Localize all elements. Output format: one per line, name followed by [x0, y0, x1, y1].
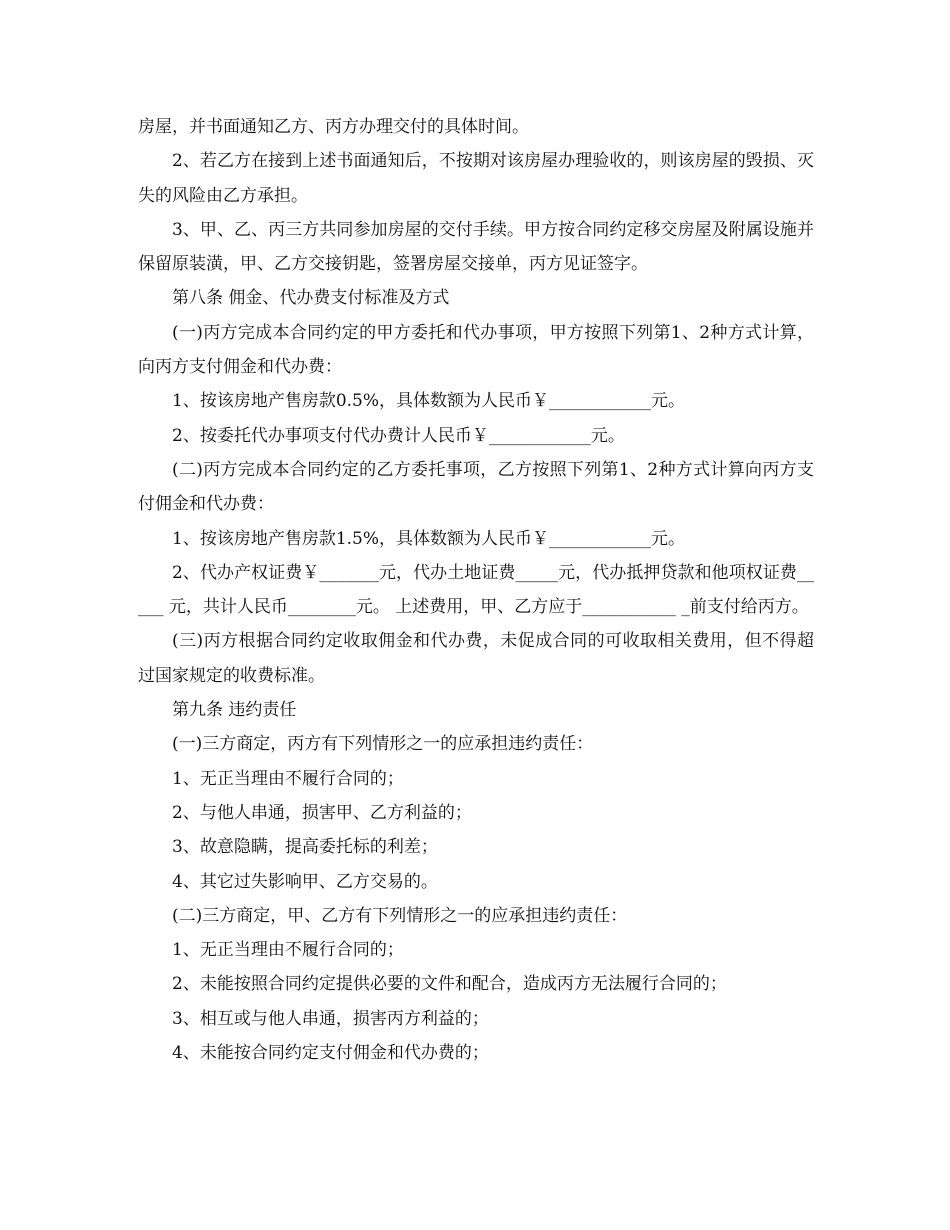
list-item-ab-liability-3: 3、相互或与他人串通，损害丙方利益的；: [172, 1008, 489, 1029]
article-9-heading: 第九条 违约责任: [172, 700, 297, 721]
list-item-a-agency-fee: 2、按委托代办事项支付代办费计人民币￥____________元。: [172, 425, 625, 446]
paragraph-party-ab-liability: (二)三方商定，甲、乙方有下列情形之一的应承担违约责任：: [172, 905, 628, 926]
list-item-a-commission-rate: 1、按该房地产售房款0.5%，具体数额为人民币￥____________元。: [172, 391, 686, 412]
list-item-c-liability-1: 1、无正当理由不履行合同的；: [172, 768, 404, 789]
paragraph-handover-notice-continued: 房屋，并书面通知乙方、丙方办理交付的具体时间。: [138, 117, 529, 137]
list-item-ab-liability-4: 4、未能按合同约定支付佣金和代办费的；: [172, 1043, 489, 1064]
contract-body: [138, 110, 814, 1070]
paragraph-acceptance-risk: 2、若乙方在接到上述书面通知后，不按期对该房屋办理验收的，则该房屋的毁损、灭失的风险由乙方承担。: [138, 151, 814, 206]
paragraph-fee-limit: (三)丙方根据合同约定收取佣金和代办费，未促成合同的可收取相关费用，但不得超过国家规定的收费标准。: [138, 631, 814, 686]
list-item-b-commission-rate: 1、按该房地产售房款1.5%，具体数额为人民币￥____________元。: [172, 528, 686, 549]
paragraph-party-a-commission: (一)丙方完成本合同约定的甲方委托和代办事项，甲方按照下列第1、2种方式计算，向丙方支付佣金和代办费：: [138, 322, 814, 378]
paragraph-party-c-liability: (一)三方商定，丙方有下列情形之一的应承担违约责任：: [172, 734, 594, 755]
article-8-heading: 第八条 佣金、代办费支付标准及方式: [172, 288, 450, 309]
list-item-ab-liability-1: 1、无正当理由不履行合同的；: [172, 940, 404, 961]
list-item-c-liability-3: 3、故意隐瞒，提高委托标的利差；: [172, 837, 438, 858]
list-item-c-liability-2: 2、与他人串通，损害甲、乙方利益的；: [172, 802, 472, 823]
list-item-c-liability-4: 4、其它过失影响甲、乙方交易的。: [172, 871, 438, 892]
paragraph-party-b-commission: (二)丙方完成本合同约定的乙方委托事项，乙方按照下列第1、2种方式计算向丙方支付佣金和代办费：: [138, 459, 814, 515]
paragraph-joint-handover: 3、甲、乙、丙三方共同参加房屋的交付手续。甲方按合同约定移交房屋及附属设施并保留原装潢，甲、乙方交接钥匙，签署房屋交接单，丙方见证签字。: [138, 219, 814, 275]
list-item-ab-liability-2: 2、未能按照合同约定提供必要的文件和配合，造成丙方无法履行合同的；: [172, 974, 727, 995]
list-item-b-agency-fees: 2、代办产权证费￥_______元，代办土地证费_____元，代办抵押贷款和他项权证费_____ 元，共计人民币________元。 上述费用，甲、乙方应于___________ _前支付给丙方。: [138, 562, 814, 618]
